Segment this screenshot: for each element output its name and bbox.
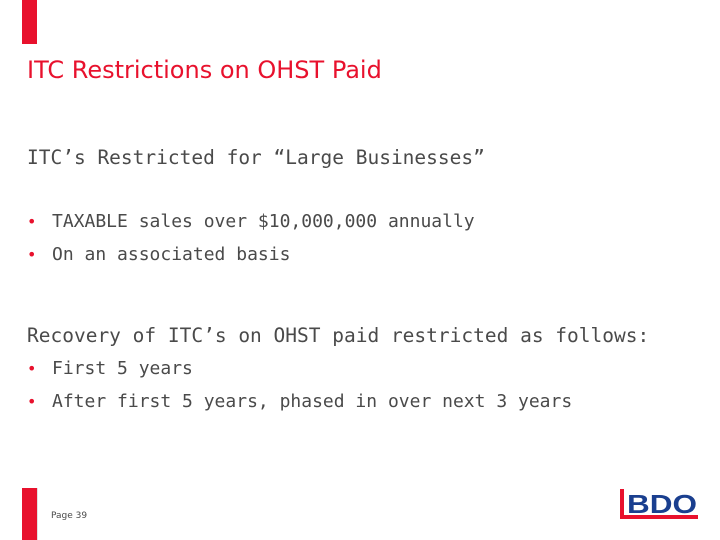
section-heading-recovery: Recovery of ITC’s on OHST paid restricted as follows: [27, 324, 650, 347]
top-accent-bar [22, 0, 37, 44]
bullet-icon: • [27, 359, 37, 378]
bullet-item [27, 244, 475, 277]
bdo-logo-text: BDO [627, 489, 697, 519]
section-heading-large-businesses: ITC’s Restricted for “Large Businesses” [27, 146, 485, 169]
bullet-icon: • [27, 212, 37, 231]
bullet-item [27, 391, 572, 424]
slide-title: ITC Restrictions on OHST Paid [27, 56, 382, 84]
footer-divider [37, 488, 38, 540]
bullet-text: After first 5 years, phased in over next 3 years [52, 391, 573, 412]
bullet-list-recovery [27, 358, 572, 424]
bullet-text: First 5 years [52, 358, 193, 379]
bullet-item [27, 358, 572, 391]
bullet-list-large-businesses [27, 211, 475, 277]
bullet-text: TAXABLE sales over $10,000,000 annually [52, 211, 475, 232]
bullet-text: On an associated basis [52, 244, 291, 265]
bullet-item [27, 211, 475, 244]
bullet-icon: • [27, 392, 37, 411]
page-number: Page 39 [51, 511, 88, 521]
bottom-accent-bar [22, 488, 37, 540]
bdo-logo-bar [620, 489, 624, 515]
bdo-logo [620, 486, 700, 522]
bullet-icon: • [27, 245, 37, 264]
